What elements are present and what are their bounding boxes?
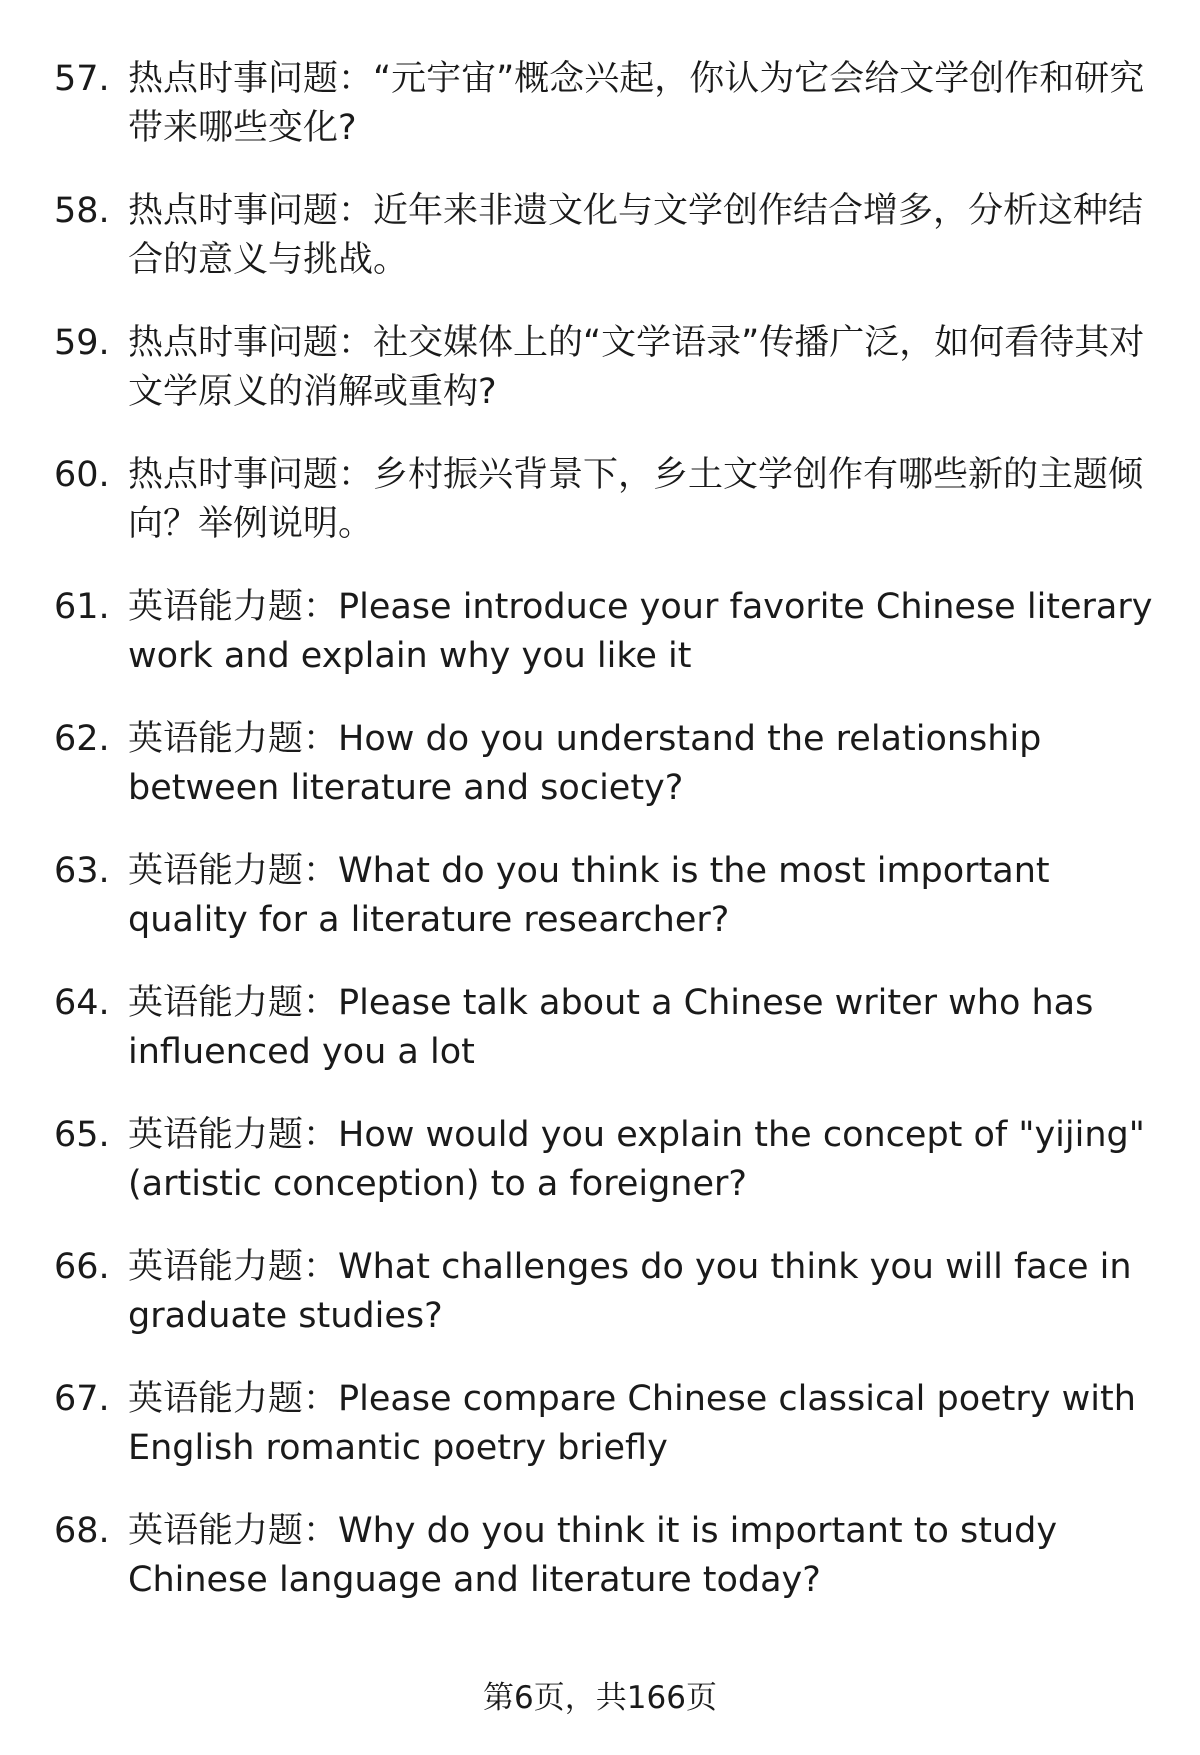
question-text: 英语能力题：What challenges do you think you will face in graduate studies? bbox=[128, 1247, 1132, 1336]
question-item bbox=[0, 715, 1200, 847]
question-number: 59. bbox=[54, 323, 110, 363]
question-number: 57. bbox=[54, 59, 110, 99]
question-number: 63. bbox=[54, 851, 110, 891]
question-item bbox=[0, 451, 1200, 583]
question-list bbox=[0, 55, 1200, 1639]
question-text: 英语能力题：Please introduce your favorite Chinese literary work and explain why you like it bbox=[128, 587, 1153, 676]
question-number: 62. bbox=[54, 719, 110, 759]
question-text: 热点时事问题：“元宇宙”概念兴起，你认为它会给文学创作和研究带来哪些变化? bbox=[128, 59, 1145, 148]
question-item bbox=[0, 187, 1200, 319]
question-number: 67. bbox=[54, 1379, 110, 1419]
question-number: 58. bbox=[54, 191, 110, 231]
question-text: 英语能力题：Please compare Chinese classical poetry with English romantic poetry briefly bbox=[128, 1379, 1136, 1468]
question-item bbox=[0, 1375, 1200, 1507]
question-text: 英语能力题：Please talk about a Chinese writer who has influenced you a lot bbox=[128, 983, 1094, 1072]
question-number: 65. bbox=[54, 1115, 110, 1155]
question-text: 热点时事问题：近年来非遗文化与文学创作结合增多，分析这种结合的意义与挑战。 bbox=[128, 191, 1144, 280]
question-item bbox=[0, 979, 1200, 1111]
question-text: 英语能力题：How would you explain the concept of "yijing" (artistic conception) to a foreigner? bbox=[128, 1115, 1145, 1204]
question-text: 英语能力题：Why do you think it is important to study Chinese language and literature today? bbox=[128, 1511, 1058, 1600]
question-number: 68. bbox=[54, 1511, 110, 1551]
question-item bbox=[0, 1507, 1200, 1639]
question-item bbox=[0, 1243, 1200, 1375]
page-number-footer: 第6页，共166页 bbox=[483, 1680, 717, 1716]
question-number: 66. bbox=[54, 1247, 110, 1287]
question-item bbox=[0, 1111, 1200, 1243]
question-item bbox=[0, 55, 1200, 187]
question-text: 热点时事问题：乡村振兴背景下，乡土文学创作有哪些新的主题倾向？举例说明。 bbox=[128, 455, 1144, 544]
question-text: 英语能力题：What do you think is the most important quality for a literature researcher? bbox=[128, 851, 1050, 940]
question-text: 英语能力题：How do you understand the relationship between literature and society? bbox=[128, 719, 1042, 808]
question-number: 64. bbox=[54, 983, 110, 1023]
question-number: 60. bbox=[54, 455, 110, 495]
question-item bbox=[0, 319, 1200, 451]
question-item bbox=[0, 847, 1200, 979]
question-item bbox=[0, 583, 1200, 715]
question-text: 热点时事问题：社交媒体上的“文学语录”传播广泛，如何看待其对文学原义的消解或重构? bbox=[128, 323, 1145, 412]
question-number: 61. bbox=[54, 587, 110, 627]
